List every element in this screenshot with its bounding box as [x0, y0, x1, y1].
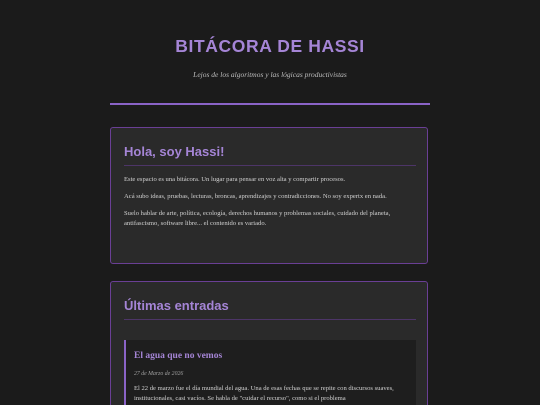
- latest-posts-heading: Últimas entradas: [124, 298, 229, 313]
- intro-divider: [124, 165, 416, 166]
- intro-heading: Hola, soy Hassi!: [124, 144, 225, 159]
- intro-card: [110, 127, 428, 264]
- latest-posts-card: [110, 281, 428, 405]
- intro-body: [124, 175, 416, 236]
- post-excerpt: El 22 de marzo fue el día mundial del agua. Una de esas fechas que se repite con discursos suaves, institucionales, casi vacíos. Se habla de "cuidar el recurso", como si el problema: [134, 385, 394, 402]
- post-title-link[interactable]: El agua que no vemos: [134, 351, 223, 361]
- latest-posts-divider: [124, 319, 416, 320]
- intro-paragraph: Suelo hablar de arte, política, ecología, derechos humanos y problemas sociales, cuidado del planeta, antifascismo, software libre... el contenido es variado.: [124, 210, 391, 227]
- site-header: [110, 0, 430, 105]
- intro-paragraph: Acá subo ideas, pruebas, lecturas, broncas, aprendizajes y contradicciones. No soy expertx en nada.: [124, 193, 387, 200]
- post-item[interactable]: [124, 340, 416, 405]
- header-divider: [110, 103, 430, 105]
- site-title[interactable]: BITÁCORA DE HASSI: [175, 36, 365, 56]
- site-subtitle: Lejos de los algoritmos y las lógicas productivistas: [193, 70, 347, 79]
- post-date: 27 de Marzo de 2026: [134, 371, 184, 377]
- intro-paragraph: Este espacio es una bitácora. Un lugar para pensar en voz alta y compartir procesos.: [124, 176, 346, 183]
